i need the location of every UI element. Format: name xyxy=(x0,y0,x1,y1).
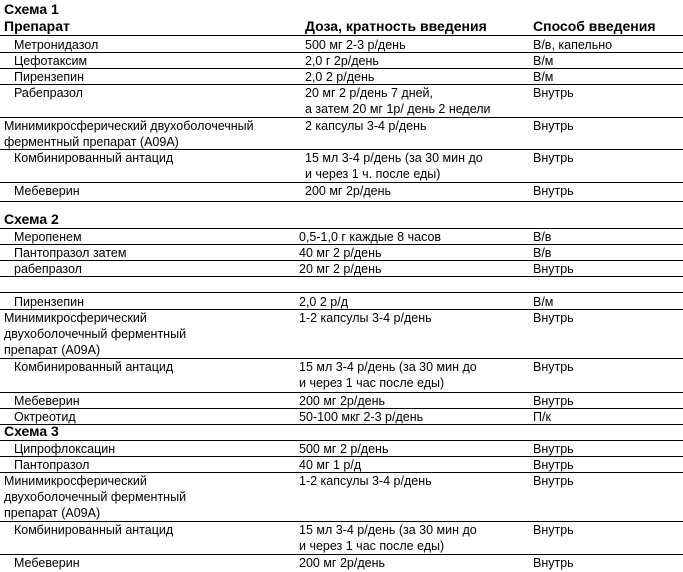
dose-cell: 1-2 капсулы 3-4 р/день xyxy=(299,311,432,325)
route-cell: В/м xyxy=(533,54,554,68)
dose-cell: 20 мг 2 р/день xyxy=(299,262,382,276)
route-cell: Внутрь xyxy=(533,474,574,488)
route-cell: П/к xyxy=(533,410,551,424)
dose-cell: и через 1 час после еды) xyxy=(299,376,445,390)
row-rule xyxy=(0,358,683,359)
row-rule xyxy=(0,521,683,522)
dose-cell: 500 мг 2-3 р/день xyxy=(305,38,406,52)
route-cell: Внутрь xyxy=(533,119,574,133)
row-rule xyxy=(0,260,683,261)
drug-name-cell: Пантопразол xyxy=(14,458,90,472)
drug-name-cell: Минимикросферический двухоболочечный xyxy=(4,119,254,133)
scheme-3-title: Схема 3 xyxy=(4,423,59,439)
route-cell: Внутрь xyxy=(533,523,574,537)
dose-cell: 500 мг 2 р/день xyxy=(299,442,389,456)
drug-name-cell: Пирензепин xyxy=(14,295,84,309)
drug-name-cell: Мебеверин xyxy=(14,184,80,198)
scheme-2-title: Схема 2 xyxy=(4,211,59,227)
row-rule xyxy=(0,52,683,53)
dose-cell: 15 мл 3-4 р/день (за 30 мин до xyxy=(299,523,477,537)
dose-cell: 15 мл 3-4 р/день (за 30 мин до xyxy=(299,360,477,374)
dose-cell: 2 капсулы 3-4 р/день xyxy=(305,119,427,133)
route-cell: Внутрь xyxy=(533,311,574,325)
row-rule xyxy=(0,554,683,555)
drug-name-cell: Октреотид xyxy=(14,410,76,424)
dose-cell: 50-100 мкг 2-3 р/день xyxy=(299,410,424,424)
drug-name-cell: Минимикросферический xyxy=(4,474,147,488)
header-rule xyxy=(0,35,683,36)
row-rule xyxy=(0,424,683,425)
drug-name-cell: Пирензепин xyxy=(14,70,84,84)
dose-cell: 40 мг 1 р/д xyxy=(299,458,362,472)
row-rule xyxy=(0,244,683,245)
drug-name-cell: Комбинированный антацид xyxy=(14,523,174,537)
drug-name-cell: Меропенем xyxy=(14,230,82,244)
row-rule xyxy=(0,201,683,202)
column-header-route: Способ введения xyxy=(533,18,656,34)
dose-cell: 2,0 2 р/день xyxy=(305,70,375,84)
drug-name-cell: препарат (А09А) xyxy=(4,343,101,357)
route-cell: Внутрь xyxy=(533,458,574,472)
drug-name-cell: Мебеверин xyxy=(14,556,80,570)
route-cell: Внутрь xyxy=(533,151,574,165)
dose-cell: и через 1 час после еды) xyxy=(299,539,445,553)
drug-name-cell: Минимикросферический xyxy=(4,311,147,325)
drug-name-cell: Метронидазол xyxy=(14,38,99,52)
dose-cell: 2,0 г 2р/день xyxy=(305,54,379,68)
row-rule xyxy=(0,456,683,457)
scheme-1-title: Схема 1 xyxy=(4,1,59,17)
drug-name-cell: двухоболочечный ферментный xyxy=(4,327,187,341)
drug-name-cell: двухоболочечный ферментный xyxy=(4,490,187,504)
row-rule xyxy=(0,68,683,69)
row-rule xyxy=(0,149,683,150)
row-rule xyxy=(0,182,683,183)
drug-name-cell: Комбинированный антацид xyxy=(14,151,174,165)
drug-name-cell: Комбинированный антацид xyxy=(14,360,174,374)
row-rule xyxy=(0,440,683,441)
row-rule xyxy=(0,276,683,277)
dose-cell: а затем 20 мг 1р/ день 2 недели xyxy=(305,102,491,116)
route-cell: Внутрь xyxy=(533,262,574,276)
row-rule xyxy=(0,392,683,393)
route-cell: Внутрь xyxy=(533,360,574,374)
drug-name-cell: Рабепразол xyxy=(14,86,83,100)
row-rule xyxy=(0,292,683,293)
dose-cell: 20 мг 2 р/день 7 дней, xyxy=(305,86,434,100)
route-cell: Внутрь xyxy=(533,442,574,456)
route-cell: В/в xyxy=(533,230,552,244)
row-rule xyxy=(0,472,683,473)
route-cell: В/в, капельно xyxy=(533,38,613,52)
dose-cell: и через 1 ч. после еды) xyxy=(305,167,441,181)
route-cell: В/м xyxy=(533,295,554,309)
dose-cell: 40 мг 2 р/день xyxy=(299,246,382,260)
drug-name-cell: препарат (А09А) xyxy=(4,506,101,520)
drug-name-cell: Мебеверин xyxy=(14,394,80,408)
route-cell: Внутрь xyxy=(533,184,574,198)
dose-cell: 200 мг 2р/день xyxy=(299,394,385,408)
route-cell: Внутрь xyxy=(533,86,574,100)
dose-cell: 200 мг 2р/день xyxy=(299,556,385,570)
route-cell: В/в xyxy=(533,246,552,260)
route-cell: Внутрь xyxy=(533,394,574,408)
dose-cell: 1-2 капсулы 3-4 р/день xyxy=(299,474,432,488)
route-cell: Внутрь xyxy=(533,556,574,570)
dose-cell: 15 мл 3-4 р/день (за 30 мин до xyxy=(305,151,483,165)
dose-cell: 0,5-1,0 г каждые 8 часов xyxy=(299,230,442,244)
drug-name-cell: Цефотаксим xyxy=(14,54,88,68)
drug-name-cell: рабепразол xyxy=(14,262,82,276)
dose-cell: 200 мг 2р/день xyxy=(305,184,391,198)
drug-name-cell: Пантопразол затем xyxy=(14,246,127,260)
row-rule xyxy=(0,309,683,310)
column-header-drug: Препарат xyxy=(4,18,70,34)
route-cell: В/м xyxy=(533,70,554,84)
row-rule xyxy=(0,228,683,229)
row-rule xyxy=(0,117,683,118)
row-rule xyxy=(0,408,683,409)
drug-name-cell: Ципрофлоксацин xyxy=(14,442,116,456)
dose-cell: 2,0 2 р/д xyxy=(299,295,348,309)
drug-name-cell: ферментный препарат (А09А) xyxy=(4,135,179,149)
row-rule xyxy=(0,84,683,85)
column-header-dose: Доза, кратность введения xyxy=(305,18,487,34)
